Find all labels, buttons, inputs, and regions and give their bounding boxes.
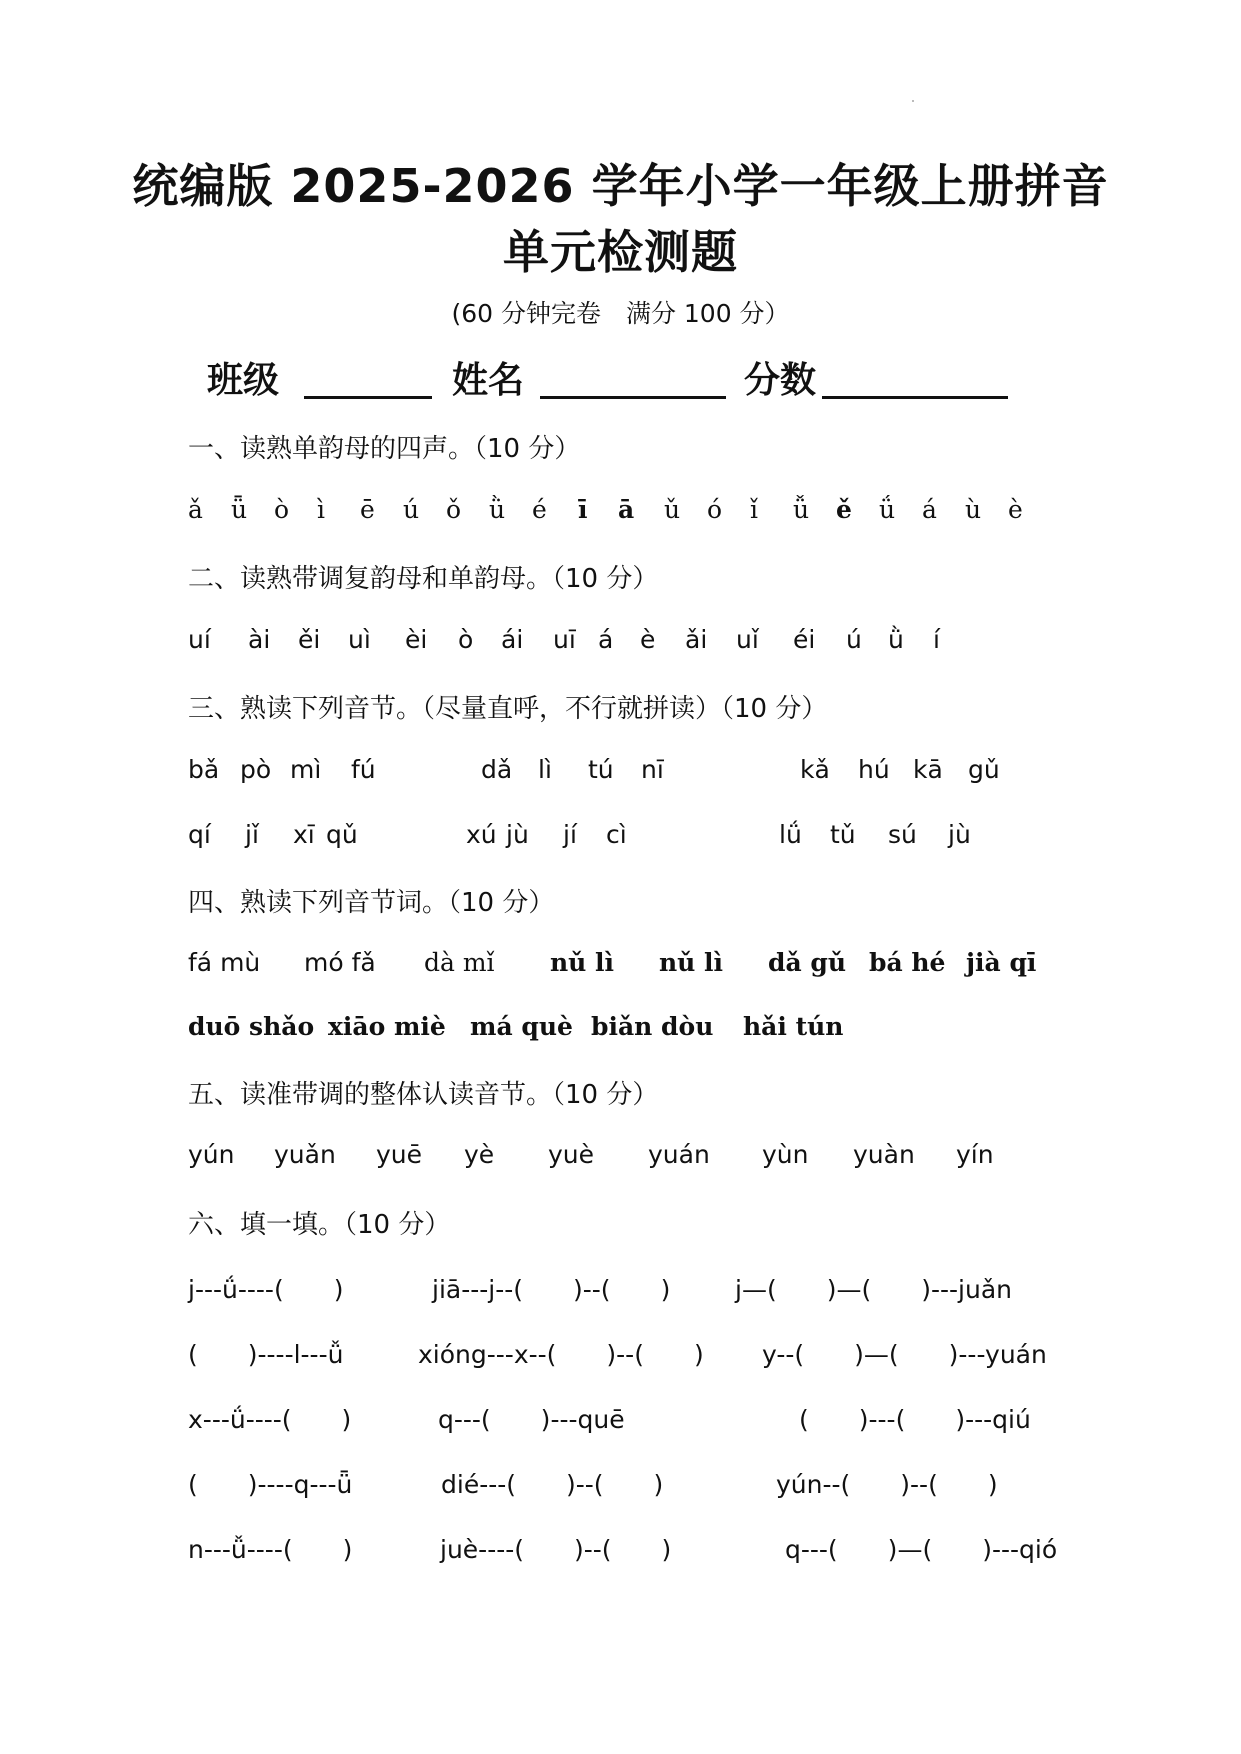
final-item: uì [348,625,371,654]
syllable-item: yuàn [853,1140,915,1169]
vowel-item: é [532,495,547,524]
vowel-item: ā [618,495,635,524]
final-item: ú [846,625,862,654]
syllable-item: qǔ [326,820,358,849]
section-1-heading: 一、读熟单韵母的四声。（10 分） [188,434,581,464]
fill-item[interactable]: dié---( )--( ) [441,1470,664,1499]
section-6-heading: 六、填一填。（10 分） [188,1210,451,1240]
vowel-item: ǔ [664,495,681,524]
word-item: dà mǐ [424,948,495,977]
section-5-heading: 五、读准带调的整体认读音节。（10 分） [188,1080,659,1110]
vowel-item: ò [274,495,290,524]
syllable-item: sú [888,820,917,849]
final-item: è [640,625,656,654]
vowel-item: ǘ [879,495,896,524]
word-item: mó fǎ [304,948,376,977]
fill-item[interactable]: juè----( )--( ) [440,1535,672,1564]
syllable-item: yuán [648,1140,710,1169]
syllable-item: tǔ [830,820,856,849]
fill-item[interactable]: q---( )---quē [438,1405,625,1434]
scan-speck [912,100,914,102]
class-blank[interactable] [304,396,432,399]
score-label: 分数 [744,360,817,401]
syllable-item: jí [563,820,577,849]
vowel-item: ǐ [750,495,758,524]
fill-item[interactable]: q---( )—( )---qió [785,1535,1058,1564]
vowel-item: ǖ [231,495,248,524]
word-item: dǎ gǔ [768,948,847,977]
syllable-item: yùn [762,1140,809,1169]
fill-item[interactable]: yún--( )--( ) [776,1470,998,1499]
syllable-item: hú [858,755,890,784]
fill-item[interactable]: j—( )—( )---juǎn [735,1275,1012,1304]
syllable-item: qí [188,820,211,849]
final-item: ěi [298,625,321,654]
syllable-item: yuǎn [274,1140,336,1169]
syllable-item: nī [641,755,664,784]
fill-item[interactable]: n---ǚ----( ) [188,1535,353,1564]
syllable-item: yín [956,1140,994,1169]
score-blank[interactable] [822,396,1008,399]
word-item: duō shǎo [188,1012,315,1041]
word-item: nǔ lì [550,948,615,977]
vowel-item: è [1008,495,1023,524]
syllable-item: pò [240,755,272,784]
word-item: biǎn dòu [591,1012,714,1041]
vowel-item: ì [317,495,325,524]
exam-subtitle: (60 分钟完卷 满分 100 分） [451,299,790,328]
final-item: ò [458,625,474,654]
syllable-item: jǐ [245,820,259,849]
fill-item[interactable]: ( )---( )---qiú [799,1405,1031,1434]
syllable-item: yuè [548,1140,595,1169]
word-item: jià qī [966,948,1037,977]
final-item: èi [405,625,428,654]
vowel-item: á [922,495,937,524]
word-item: bá hé [869,948,946,977]
fill-item[interactable]: x---ǘ----( ) [188,1405,352,1434]
syllable-item: fú [351,755,376,784]
final-item: éi [793,625,816,654]
word-item: hǎi tún [743,1012,844,1041]
name-label: 姓名 [452,360,525,401]
syllable-item: mì [290,755,322,784]
final-item: uǐ [736,625,759,654]
fill-item[interactable]: xióng---x--( )--( ) [418,1340,704,1369]
syllable-item: gǔ [968,755,1000,784]
syllable-item: kā [913,755,943,784]
word-item: nǔ lì [659,948,724,977]
vowel-item: ó [707,495,723,524]
page-title-line-2: 单元检测题 [503,225,738,279]
syllable-item: bǎ [188,755,220,784]
syllable-item: yuē [376,1140,423,1169]
final-item: uí [188,625,211,654]
vowel-item: ú [403,495,420,524]
syllable-item: jù [506,820,529,849]
final-item: ǎi [685,625,708,654]
syllable-item: lǘ [779,820,802,849]
syllable-item: xú [466,820,497,849]
final-item: ǜ [888,625,904,654]
syllable-item: tú [588,755,614,784]
vowel-item: ē [360,495,375,524]
section-3-heading: 三、熟读下列音节。（尽量直呼，不行就拼读）（10 分） [188,694,828,724]
vowel-item: ǜ [489,495,506,524]
vowel-item: ǒ [446,495,462,524]
fill-item[interactable]: j---ǘ----( ) [188,1275,344,1304]
page-title-line-1: 统编版 2025-2026 学年小学一年级上册拼音 [132,159,1109,213]
syllable-item: xī [293,820,315,849]
word-item: fá mù [188,948,261,977]
section-2-heading: 二、读熟带调复韵母和单韵母。（10 分） [188,564,659,594]
final-item: á [598,625,614,654]
fill-item[interactable]: jiā---j--( )--( ) [432,1275,671,1304]
syllable-item: yún [188,1140,235,1169]
syllable-item: kǎ [800,755,830,784]
vowel-item: ī [578,495,588,524]
fill-item[interactable]: ( )----l---ǚ [188,1340,344,1369]
syllable-item: jù [948,820,971,849]
syllable-item: dǎ [481,755,513,784]
fill-item[interactable]: y--( )—( )---yuán [762,1340,1047,1369]
syllable-item: yè [464,1140,495,1169]
final-item: ái [501,625,524,654]
vowel-item: ǚ [793,495,810,524]
vowel-item: ǎ [188,495,203,524]
word-item: xiāo miè [328,1012,446,1041]
vowel-item: ě [836,495,852,524]
final-item: í [933,625,940,654]
final-item: ài [248,625,271,654]
vowel-item: ù [965,495,982,524]
final-item: uī [553,625,576,654]
fill-item[interactable]: ( )----q---ǖ [188,1470,353,1499]
class-label: 班级 [207,360,280,401]
syllable-item: cì [606,820,627,849]
syllable-item: lì [538,755,552,784]
section-4-heading: 四、熟读下列音节词。（10 分） [188,888,555,918]
name-blank[interactable] [540,396,726,399]
word-item: má què [470,1012,573,1041]
